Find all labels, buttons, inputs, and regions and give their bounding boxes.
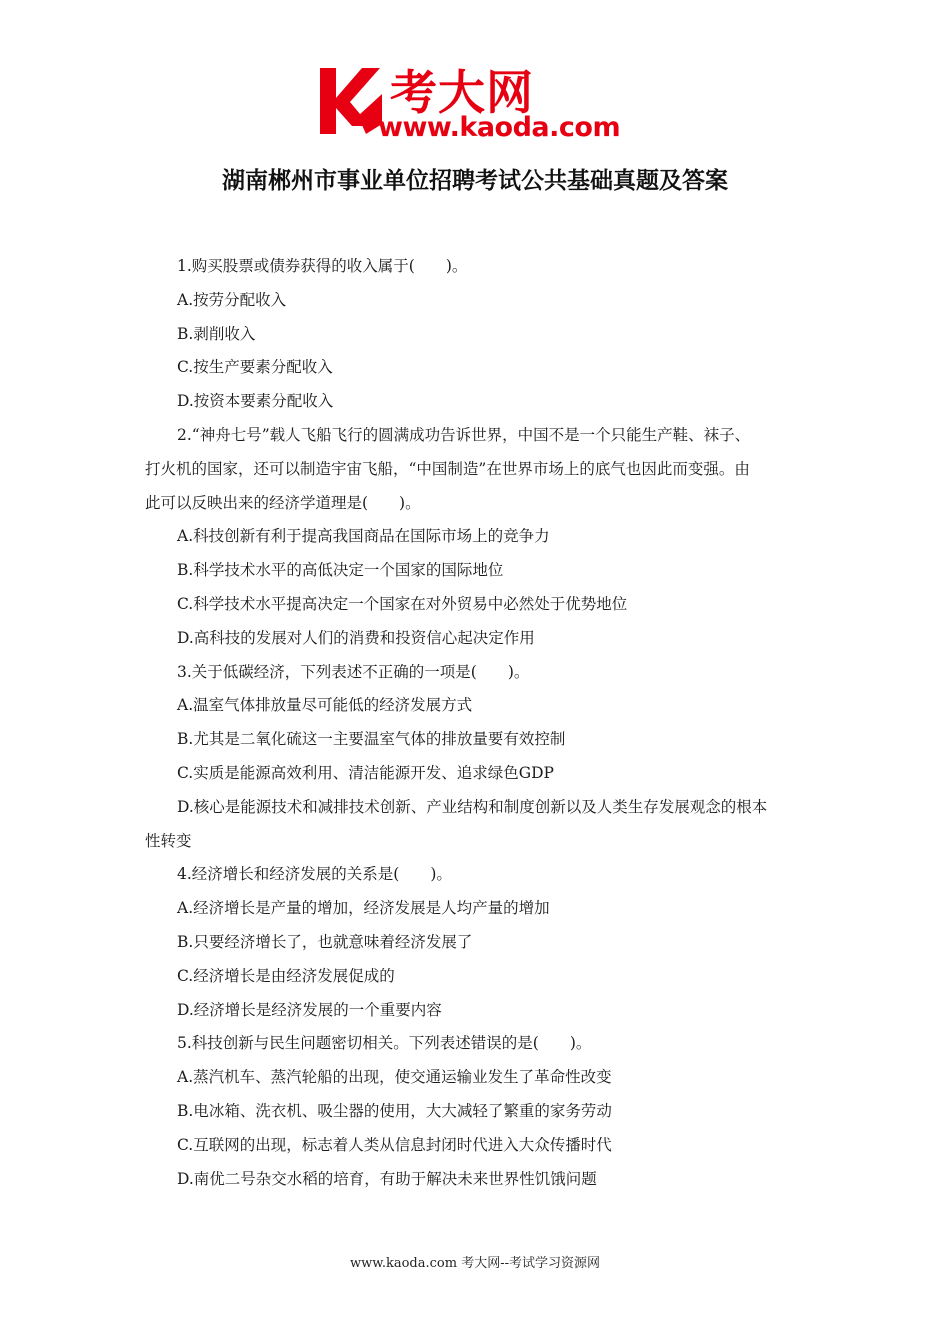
page-footer: www.kaoda.com 考大网--考试学习资源网	[350, 1256, 600, 1271]
option-3b: B.尤其是二氧化硫这一主要温室气体的排放量要有效控制	[177, 730, 566, 749]
question-2-cont: 此可以反映出来的经济学道理是( )。	[145, 493, 421, 512]
option-1d: D.按资本要素分配收入	[177, 392, 334, 411]
option-2d: D.高科技的发展对人们的消费和投资信心起决定作用	[177, 628, 535, 647]
option-5c: C.互联网的出现，标志着人类从信息封闭时代进入大众传播时代	[177, 1135, 612, 1154]
option-2b: B.科学技术水平的高低决定一个国家的国际地位	[177, 561, 504, 580]
option-2a: A.科技创新有利于提高我国商品在国际市场上的竞争力	[177, 527, 550, 546]
option-1b: B.剥削收入	[177, 324, 256, 343]
option-4c: C.经济增长是由经济发展促成的	[177, 966, 395, 985]
question-content	[145, 250, 810, 1196]
kaoda-logo	[318, 62, 638, 142]
option-3c: C.实质是能源高效利用、清洁能源开发、追求绿色GDP	[177, 763, 554, 782]
question-1: 1.购买股票或债券获得的收入属于( )。	[177, 257, 468, 275]
option-4a: A.经济增长是产量的增加，经济发展是人均产量的增加	[177, 899, 550, 918]
option-1a: A.按劳分配收入	[177, 290, 287, 309]
question-2: 2.“神舟七号”载人飞船飞行的圆满成功告诉世界，中国不是一个只能生产鞋、袜子、	[177, 425, 751, 444]
option-3d-cont: 性转变	[145, 831, 192, 850]
question-4: 4.经济增长和经济发展的关系是( )。	[177, 865, 452, 884]
option-5a: A.蒸汽机车、蒸汽轮船的出现，使交通运输业发生了革命性改变	[177, 1068, 612, 1087]
option-3a: A.温室气体排放量尽可能低的经济发展方式	[177, 696, 473, 715]
option-4b: B.只要经济增长了，也就意味着经济发展了	[177, 932, 473, 951]
option-4d: D.经济增长是经济发展的一个重要内容	[177, 1000, 442, 1019]
question-2-cont: 打火机的国家，还可以制造宇宙飞船，“中国制造”在世界市场上的底气也因此而变强。由	[145, 459, 750, 478]
option-1c: C.按生产要素分配收入	[177, 358, 333, 377]
question-5: 5.科技创新与民生问题密切相关。下列表述错误的是( )。	[177, 1034, 592, 1053]
option-5b: B.电冰箱、洗衣机、吸尘器的使用，大大减轻了繁重的家务劳动	[177, 1101, 612, 1120]
page-title: 湖南郴州市事业单位招聘考试公共基础真题及答案	[222, 168, 728, 194]
logo-chinese-text: 考大网	[390, 66, 534, 121]
option-3d: D.核心是能源技术和减排技术创新、产业结构和制度创新以及人类生存发展观念的根本	[177, 797, 768, 816]
k-logo-icon	[318, 64, 384, 138]
logo-url-text: www.kaoda.com	[378, 112, 621, 143]
option-5d: D.南优二号杂交水稻的培育，有助于解决未来世界性饥饿问题	[177, 1169, 597, 1188]
question-3: 3.关于低碳经济，下列表述不正确的一项是( )。	[177, 662, 530, 681]
option-2c: C.科学技术水平提高决定一个国家在对外贸易中必然处于优势地位	[177, 594, 628, 613]
